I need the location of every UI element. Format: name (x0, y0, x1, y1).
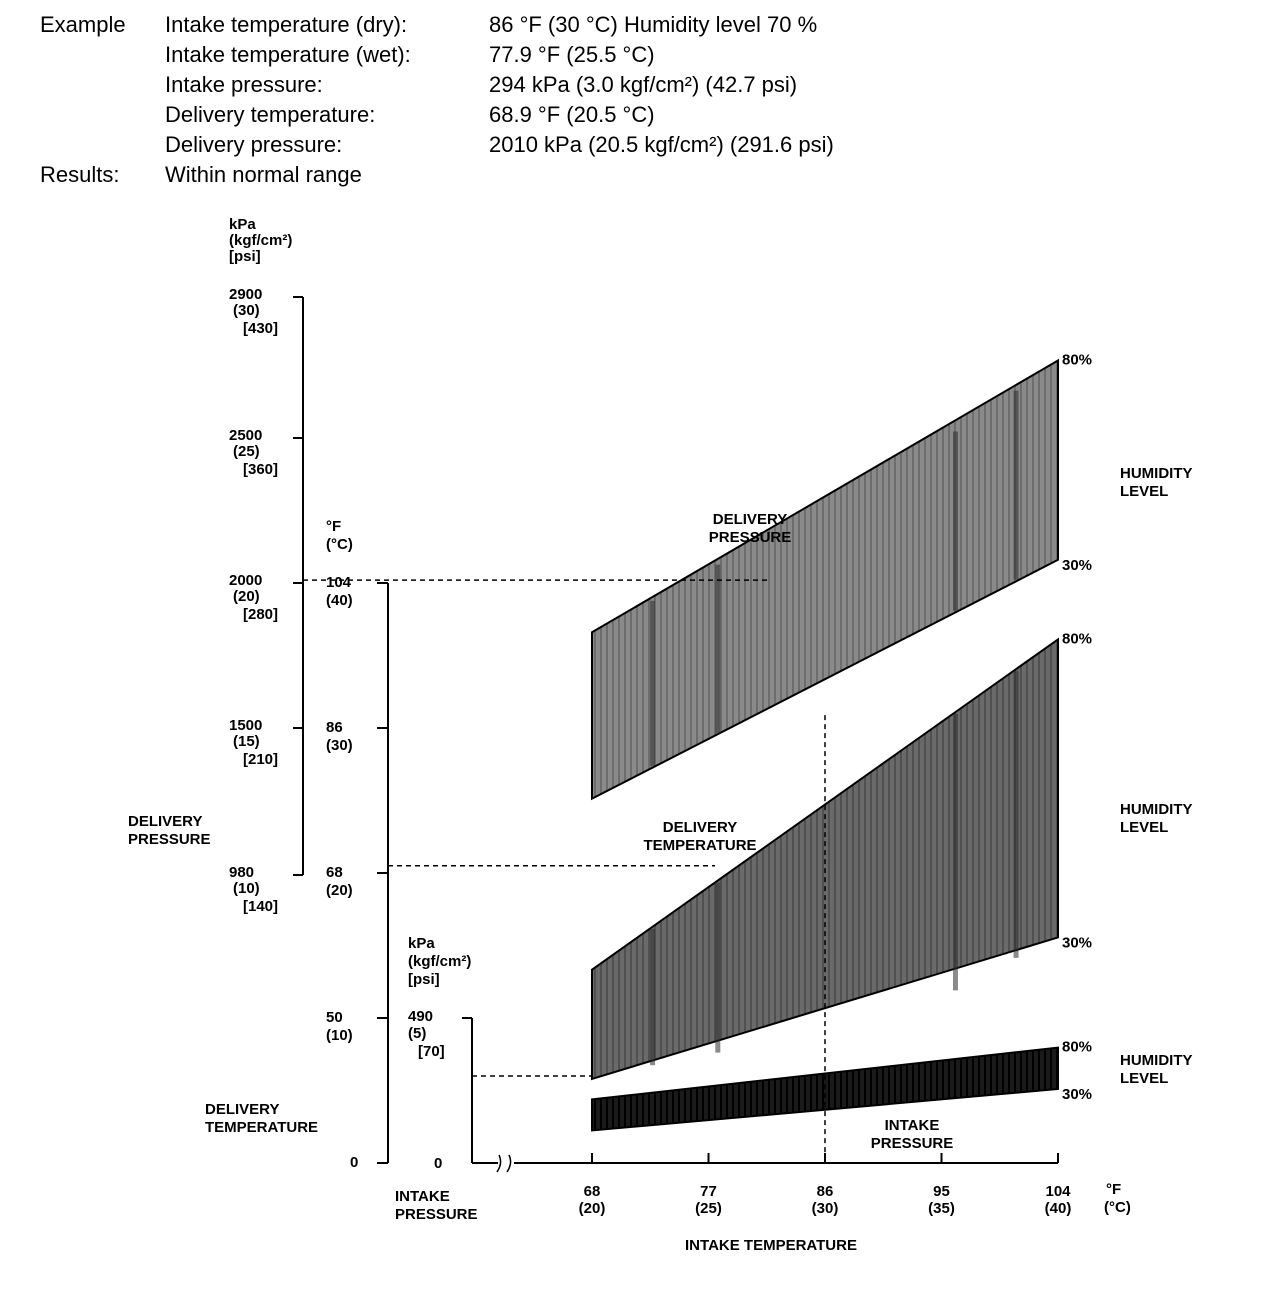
humidity-level-label: HUMIDITY (1120, 1052, 1193, 1069)
delivery-temperature-tick-label: 104 (326, 574, 352, 591)
delivery-pressure-tick-psi: [430] (243, 320, 279, 337)
humidity-level-label: HUMIDITY (1120, 801, 1193, 818)
humidity-level-label: LEVEL (1120, 819, 1169, 836)
delivery-temperature-unit: °F (326, 518, 342, 535)
x-axis-tick-label: 104 (1045, 1183, 1071, 1200)
delivery-pressure-tick-label: 2000 (229, 572, 263, 589)
delivery-pressure-unit: [psi] (229, 248, 261, 265)
intake-pressure-unit: [psi] (408, 971, 440, 988)
band-edge-label-30: 30% (1062, 934, 1093, 952)
series-label: INTAKE (884, 1117, 940, 1134)
delivery-temperature-tick-label: 86 (326, 719, 343, 736)
delivery-pressure-tick-psi: [140] (243, 898, 279, 915)
band-edge-label-80: 80% (1062, 351, 1093, 369)
delivery-temperature-tick-label: 68 (326, 864, 343, 881)
intake-pressure-tick-label: 490 (408, 1008, 434, 1025)
example-value: 86 °F (30 °C) Humidity level 70 % (489, 12, 818, 37)
series-label: TEMPERATURE (643, 837, 757, 854)
example-value: 77.9 °F (25.5 °C) (489, 42, 655, 67)
x-axis-tick-c: (25) (695, 1200, 722, 1217)
delivery-temperature-tick-label: 0 (350, 1154, 359, 1171)
intake-pressure-axis-label: PRESSURE (395, 1206, 478, 1223)
delivery-temperature-tick-c: (30) (326, 737, 353, 754)
x-axis-label: INTAKE TEMPERATURE (685, 1237, 857, 1254)
delivery-pressure-tick-kgf: (20) (233, 588, 260, 605)
band-edge-label-30: 30% (1062, 556, 1093, 574)
example-value: 294 kPa (3.0 kgf/cm²) (42.7 psi) (489, 72, 798, 97)
x-axis-tick-c: (40) (1044, 1200, 1072, 1217)
delivery-pressure-tick-kgf: (10) (233, 880, 260, 897)
band-edge-label-80: 80% (1062, 1038, 1093, 1056)
series-label: PRESSURE (870, 1135, 954, 1152)
delivery-temperature-axis-label: DELIVERY (205, 1101, 280, 1118)
results-label: Results: (40, 162, 120, 187)
intake-pressure-unit: kPa (408, 935, 435, 952)
x-axis-tick-c: (30) (811, 1200, 839, 1217)
delivery-pressure-tick-label: 2500 (229, 427, 263, 444)
example-key: Delivery pressure: (165, 132, 343, 157)
delivery-temperature-tick-label: 50 (326, 1009, 343, 1026)
x-axis-unit-f: °F (1106, 1181, 1122, 1198)
series-label: DELIVERY (662, 819, 738, 836)
axis-break-icon (497, 1155, 511, 1172)
delivery-temperature-unit: (°C) (326, 536, 353, 553)
delivery-pressure-tick-label: 980 (229, 864, 255, 881)
example-key: Delivery temperature: (165, 102, 376, 127)
delivery-temperature-tick-c: (20) (326, 882, 353, 899)
series-label: DELIVERY (712, 511, 788, 528)
intake-pressure-unit: (kgf/cm²) (408, 953, 472, 970)
delivery-pressure-unit: (kgf/cm²) (229, 232, 293, 249)
example-value: 68.9 °F (20.5 °C) (489, 102, 655, 127)
delivery-pressure-tick-psi: [360] (243, 461, 279, 478)
delivery-pressure-tick-psi: [210] (243, 751, 279, 768)
intake-pressure-tick-psi: [70] (418, 1043, 445, 1060)
x-axis-tick-c: (20) (578, 1200, 606, 1217)
x-axis-tick-label: 68 (583, 1183, 601, 1200)
x-axis-tick-label: 77 (700, 1183, 717, 1200)
x-axis-tick-c: (35) (928, 1200, 955, 1217)
example-key: Intake temperature (dry): (165, 12, 408, 37)
series-label: PRESSURE (708, 529, 792, 546)
humidity-level-label: LEVEL (1120, 1070, 1169, 1087)
x-axis-unit-c: (°C) (1104, 1199, 1131, 1216)
delivery-pressure-unit: kPa (229, 216, 256, 233)
example-key: Intake pressure: (165, 72, 323, 97)
example-label: Example (40, 12, 126, 37)
band-edge-label-30: 30% (1062, 1086, 1093, 1104)
delivery-pressure-axis-label: PRESSURE (128, 831, 211, 848)
delivery-pressure-tick-kgf: (30) (233, 302, 260, 319)
x-axis-tick-label: 95 (933, 1183, 950, 1200)
intake-pressure-axis-label: INTAKE (395, 1188, 450, 1205)
intake-pressure-tick-kgf: (5) (408, 1025, 427, 1042)
delivery-pressure-tick-kgf: (25) (233, 443, 260, 460)
delivery-pressure-tick-label: 1500 (229, 717, 263, 734)
delivery-pressure-tick-psi: [280] (243, 606, 279, 623)
band-edge-label-80: 80% (1062, 630, 1093, 648)
delivery-pressure-tick-kgf: (15) (233, 733, 260, 750)
results-value: Within normal range (165, 162, 362, 187)
example-key: Intake temperature (wet): (165, 42, 411, 67)
delivery-temperature-tick-c: (40) (326, 592, 353, 609)
delivery-temperature-tick-c: (10) (326, 1027, 353, 1044)
humidity-level-label: HUMIDITY (1120, 465, 1193, 482)
example-value: 2010 kPa (20.5 kgf/cm²) (291.6 psi) (489, 132, 834, 157)
intake-pressure-tick-label: 0 (434, 1155, 443, 1172)
x-axis-tick-label: 86 (816, 1183, 834, 1200)
delivery-temperature-axis-label: TEMPERATURE (205, 1119, 319, 1136)
delivery-pressure-axis-label: DELIVERY (128, 813, 203, 830)
humidity-level-label: LEVEL (1120, 483, 1169, 500)
delivery-pressure-tick-label: 2900 (229, 286, 263, 303)
